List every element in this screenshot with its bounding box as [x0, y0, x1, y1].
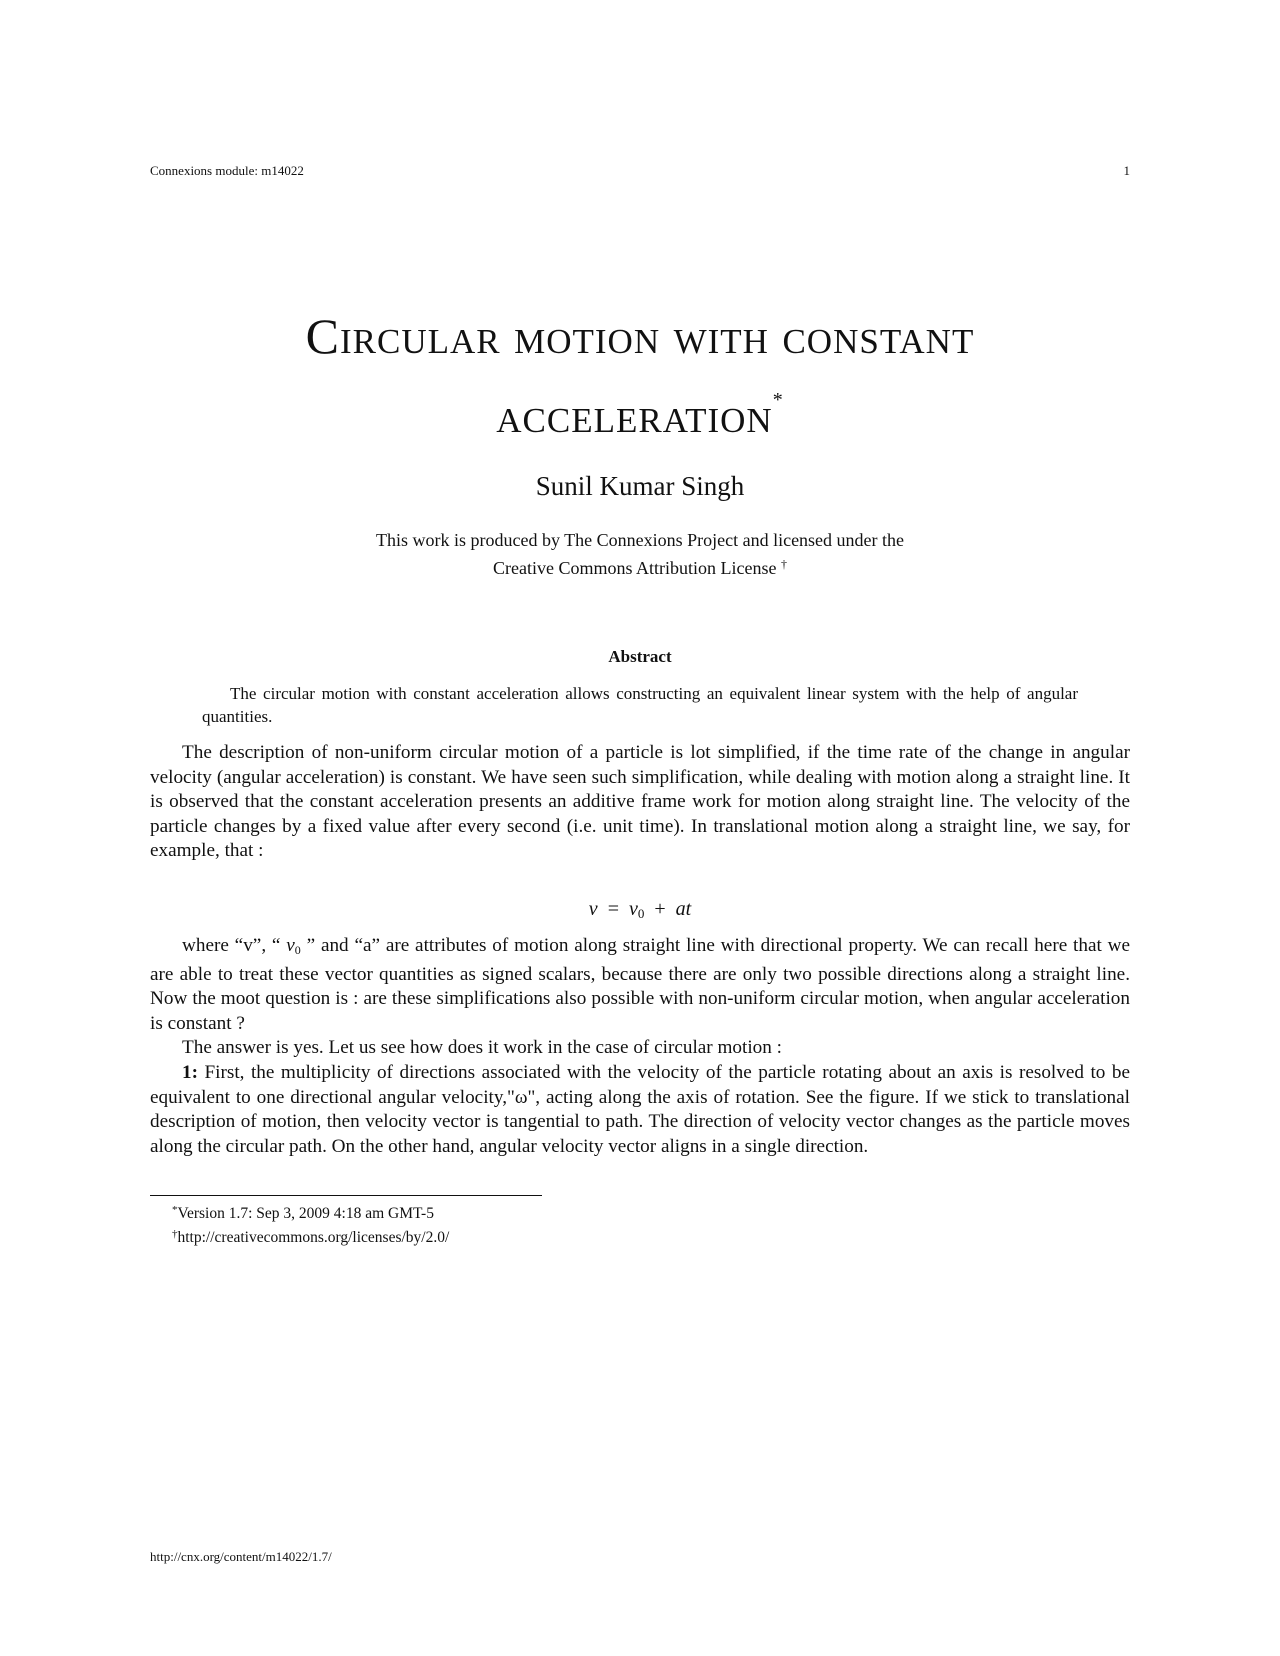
footnote-license: [172, 1224, 449, 1248]
equation-lhs: v: [588, 898, 598, 920]
equation: [0, 896, 1280, 927]
body-paragraph-2: [150, 934, 1130, 1036]
body-paragraph-4: [150, 1061, 1130, 1159]
p2-text-end: ” and “a” are attributes of motion along straight line with directional property. We can recall here that we are able to treat these vector quantities as signed scalars, because there are only two possible directions along a straight line. Now the moot question is : are these simplifications also possible with non-uniform circular motion, when angular acceleration is constant ?: [150, 935, 1131, 1034]
body-paragraph-3: The answer is yes. Let us see how does it work in the case of circular motion :: [182, 1037, 782, 1059]
footnote-version: [172, 1200, 449, 1224]
body-paragraph-1: [150, 741, 1130, 864]
body-paragraphs-2-4: [150, 934, 1130, 1159]
license-statement: [0, 528, 1280, 580]
equation-rhs: at: [675, 898, 692, 920]
p4-text: First, the multiplicity of directions associated with the velocity of the particle rotating about an axis is resolved to be equivalent to one directional angular velocity,"ω", acting along the axis of rotation. See the figure. If we stick to translational description of motion, then velocity vector is tangential to path. The direction of velocity vector changes as the particle moves along the circular path. On the other hand, angular velocity vector aligns in a single direction.: [150, 1061, 1130, 1157]
footnote-version-marker: *: [172, 1204, 178, 1216]
title-line-2: [170, 368, 1110, 447]
equation-v0: v: [628, 898, 638, 920]
document-title: [170, 304, 1110, 447]
running-header: [150, 162, 1130, 180]
license-footnote-marker[interactable]: †: [780, 557, 787, 571]
title-line-1: Circular motion with constant: [305, 308, 975, 364]
equation-v0-subscript: 0: [637, 906, 645, 921]
footnote-divider: [150, 1195, 542, 1196]
point-number: 1:: [182, 1061, 198, 1083]
license-line-2: [0, 552, 1280, 580]
title-line-2-text: acceleration: [496, 387, 773, 443]
p2-text-start: where “v”, “: [182, 935, 287, 956]
title-footnote-marker[interactable]: *: [772, 389, 784, 411]
license-line-2-text: Creative Commons Attribution License: [493, 558, 777, 578]
equation-plus: +: [654, 898, 666, 920]
abstract-text: The circular motion with constant acceleration allows constructing an equivalent linear system with the help of angular quantities.: [202, 684, 1078, 726]
author-name: Sunil Kumar Singh: [535, 471, 745, 501]
equation-equals: =: [607, 898, 619, 920]
abstract-heading: Abstract: [608, 647, 672, 666]
footnote-version-text: Version 1.7: Sep 3, 2009 4:18 am GMT-5: [177, 1205, 434, 1222]
footer-url-link[interactable]: http://cnx.org/content/m14022/1.7/: [150, 1549, 332, 1564]
p2-v0-subscript: 0: [294, 943, 301, 957]
footnote-license-marker: †: [172, 1228, 178, 1240]
license-line-1: This work is produced by The Connexions Project and licensed under the: [375, 530, 905, 550]
page-number: 1: [1123, 163, 1130, 178]
footnotes: [172, 1200, 449, 1248]
footnote-license-link[interactable]: http://creativecommons.org/licenses/by/2.0/: [177, 1229, 450, 1246]
p2-v0: v: [286, 935, 295, 956]
paragraph-text: The description of non-uniform circular motion of a particle is lot simplified, if the time rate of the change in angular velocity (angular acceleration) is constant. We have seen such simplification, while dealing with motion along a straight line. It is observed that the constant acceleration presents an additive frame work for motion along straight line. The velocity of the particle changes by a fixed value after every second (i.e. unit time). In translational motion along a straight line, we say, for example, that :: [150, 742, 1130, 862]
module-id: Connexions module: m14022: [150, 163, 304, 178]
